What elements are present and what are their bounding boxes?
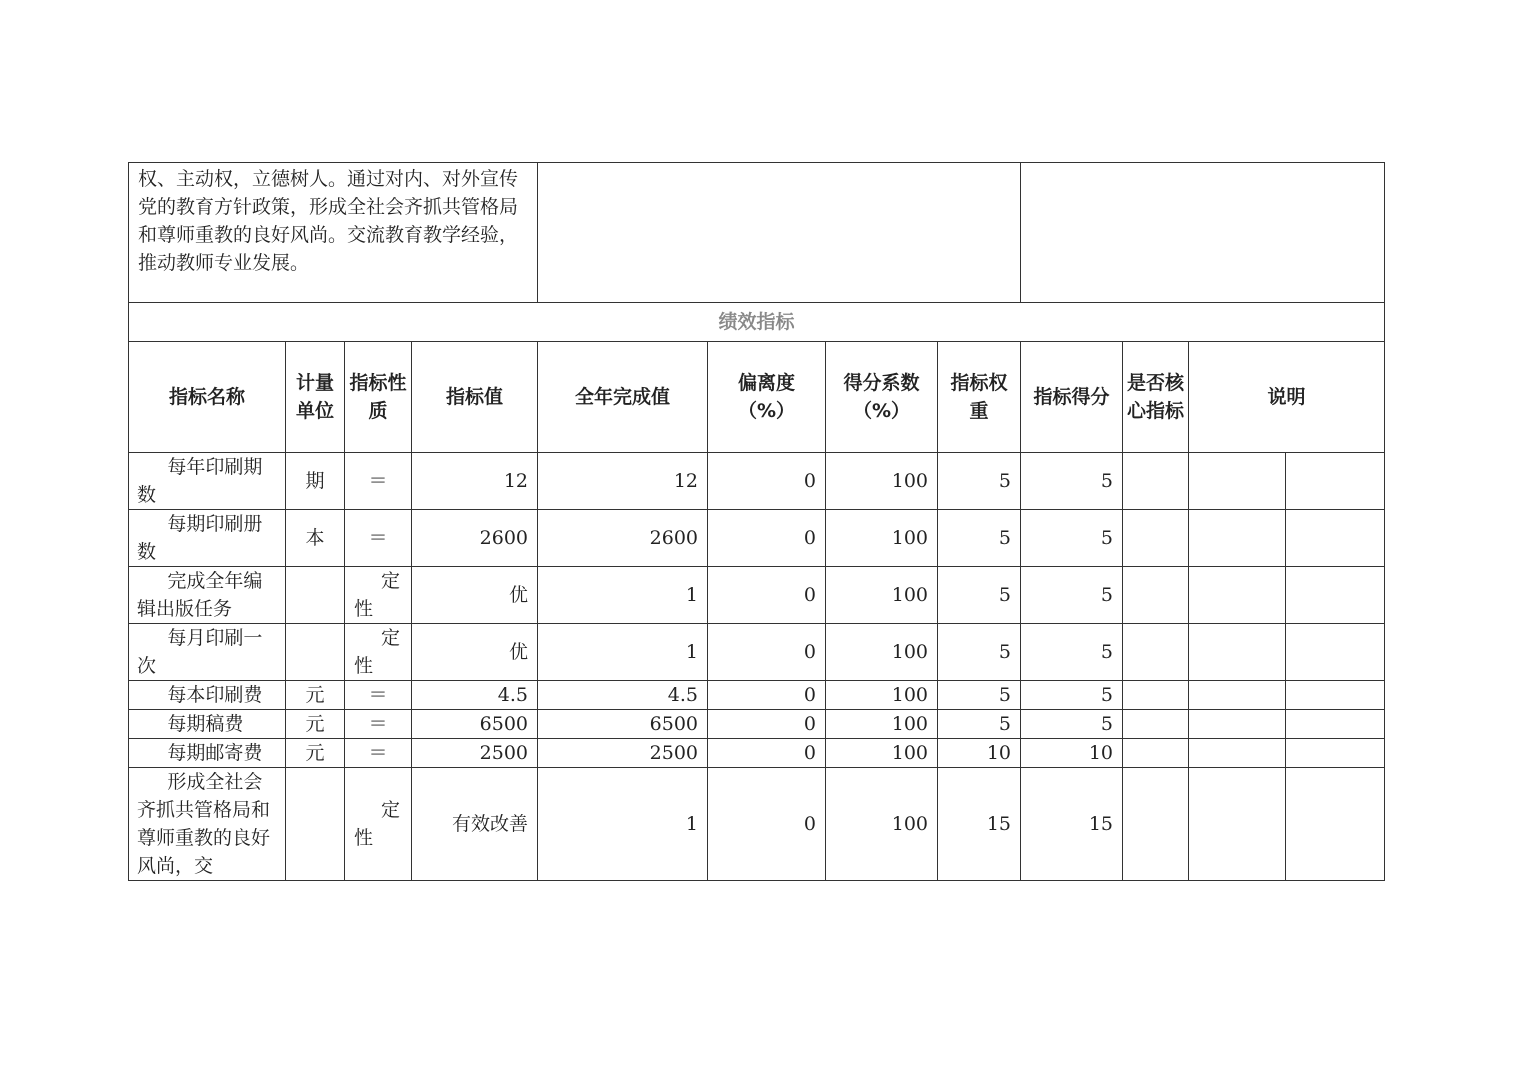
row-score: 10 xyxy=(1021,739,1123,768)
row-completed: 6500 xyxy=(538,710,708,739)
row-nature: ＝ xyxy=(345,681,412,710)
header-score: 指标得分 xyxy=(1021,342,1123,453)
row-deviation: 0 xyxy=(708,681,826,710)
table-row xyxy=(129,710,1385,739)
row-unit: 元 xyxy=(286,710,345,739)
row-nature: 定 性 xyxy=(345,567,412,624)
row-deviation: 0 xyxy=(708,624,826,681)
header-core: 是否核心指标 xyxy=(1123,342,1189,453)
row-note-extra xyxy=(1286,567,1385,624)
header-coef: 得分系数（%） xyxy=(826,342,938,453)
row-note xyxy=(1189,710,1286,739)
row-core xyxy=(1123,567,1189,624)
row-nature: ＝ xyxy=(345,739,412,768)
intro-text-cell: 权、主动权，立德树人。通过对内、对外宣传党的教育方针政策，形成全社会齐抓共管格局和尊师重教的良好风尚。交流教育教学经验，推动教师专业发展。 xyxy=(129,163,538,303)
row-completed: 2600 xyxy=(538,510,708,567)
row-note-extra xyxy=(1286,453,1385,510)
row-core xyxy=(1123,739,1189,768)
header-name: 指标名称 xyxy=(129,342,286,453)
row-note-extra xyxy=(1286,510,1385,567)
row-core xyxy=(1123,768,1189,881)
table-row xyxy=(129,768,1385,881)
row-name: 每本印刷费 xyxy=(129,681,286,710)
row-completed: 2500 xyxy=(538,739,708,768)
nature-text: 定 xyxy=(380,799,400,821)
row-completed: 1 xyxy=(538,768,708,881)
header-completed: 全年完成值 xyxy=(538,342,708,453)
row-name: 形成全社会齐抓共管格局和尊师重教的良好风尚，交 xyxy=(129,768,286,881)
table-row xyxy=(129,739,1385,768)
row-unit: 期 xyxy=(286,453,345,510)
row-deviation: 0 xyxy=(708,567,826,624)
row-core xyxy=(1123,624,1189,681)
row-name: 完成全年编辑出版任务 xyxy=(129,567,286,624)
performance-table xyxy=(128,162,1385,881)
table-row xyxy=(129,567,1385,624)
row-deviation: 0 xyxy=(708,739,826,768)
row-note xyxy=(1189,681,1286,710)
row-name: 每年印刷期数 xyxy=(129,453,286,510)
row-core xyxy=(1123,681,1189,710)
row-value: 4.5 xyxy=(412,681,538,710)
row-unit: 元 xyxy=(286,739,345,768)
row-unit: 本 xyxy=(286,510,345,567)
row-coef: 100 xyxy=(826,624,938,681)
row-note xyxy=(1189,768,1286,881)
row-weight: 5 xyxy=(938,624,1021,681)
header-unit: 计量单位 xyxy=(286,342,345,453)
row-score: 5 xyxy=(1021,710,1123,739)
row-note-extra xyxy=(1286,768,1385,881)
row-unit xyxy=(286,768,345,881)
row-score: 5 xyxy=(1021,453,1123,510)
row-note-extra xyxy=(1286,624,1385,681)
row-note-extra xyxy=(1286,681,1385,710)
row-name: 每期邮寄费 xyxy=(129,739,286,768)
row-name: 每月印刷一次 xyxy=(129,624,286,681)
row-deviation: 0 xyxy=(708,710,826,739)
row-note xyxy=(1189,453,1286,510)
row-coef: 100 xyxy=(826,739,938,768)
row-value: 6500 xyxy=(412,710,538,739)
row-nature: ＝ xyxy=(345,710,412,739)
row-value: 优 xyxy=(412,624,538,681)
row-value: 12 xyxy=(412,453,538,510)
row-score: 5 xyxy=(1021,567,1123,624)
empty-cell xyxy=(538,163,1021,303)
row-unit xyxy=(286,567,345,624)
row-deviation: 0 xyxy=(708,510,826,567)
header-value: 指标值 xyxy=(412,342,538,453)
row-unit xyxy=(286,624,345,681)
row-weight: 15 xyxy=(938,768,1021,881)
row-nature: 定 性 xyxy=(345,768,412,881)
row-note-extra xyxy=(1286,710,1385,739)
table-row xyxy=(129,624,1385,681)
row-score: 15 xyxy=(1021,768,1123,881)
row-core xyxy=(1123,710,1189,739)
row-score: 5 xyxy=(1021,624,1123,681)
table-row xyxy=(129,681,1385,710)
row-note xyxy=(1189,510,1286,567)
row-weight: 10 xyxy=(938,739,1021,768)
table-row xyxy=(129,453,1385,510)
header-nature: 指标性质 xyxy=(345,342,412,453)
row-coef: 100 xyxy=(826,681,938,710)
row-coef: 100 xyxy=(826,567,938,624)
nature-text: 定 xyxy=(380,627,400,649)
row-deviation: 0 xyxy=(708,453,826,510)
row-weight: 5 xyxy=(938,453,1021,510)
row-deviation: 0 xyxy=(708,768,826,881)
row-nature: 定 性 xyxy=(345,624,412,681)
row-weight: 5 xyxy=(938,710,1021,739)
row-name: 每期稿费 xyxy=(129,710,286,739)
header-note: 说明 xyxy=(1189,342,1385,453)
row-weight: 5 xyxy=(938,681,1021,710)
row-value: 2600 xyxy=(412,510,538,567)
row-coef: 100 xyxy=(826,510,938,567)
header-weight: 指标权重 xyxy=(938,342,1021,453)
row-value: 有效改善 xyxy=(412,768,538,881)
row-note xyxy=(1189,624,1286,681)
row-weight: 5 xyxy=(938,567,1021,624)
row-coef: 100 xyxy=(826,768,938,881)
nature-text: 定 xyxy=(380,570,400,592)
row-nature: ＝ xyxy=(345,453,412,510)
row-nature: ＝ xyxy=(345,510,412,567)
row-completed: 12 xyxy=(538,453,708,510)
header-deviation: 偏离度（%） xyxy=(708,342,826,453)
row-weight: 5 xyxy=(938,510,1021,567)
row-score: 5 xyxy=(1021,510,1123,567)
row-value: 优 xyxy=(412,567,538,624)
row-unit: 元 xyxy=(286,681,345,710)
row-note-extra xyxy=(1286,739,1385,768)
row-completed: 4.5 xyxy=(538,681,708,710)
table-row xyxy=(129,510,1385,567)
row-note xyxy=(1189,739,1286,768)
empty-cell xyxy=(1021,163,1385,303)
row-coef: 100 xyxy=(826,453,938,510)
row-core xyxy=(1123,510,1189,567)
row-score: 5 xyxy=(1021,681,1123,710)
section-title: 绩效指标 xyxy=(129,303,1385,342)
row-value: 2500 xyxy=(412,739,538,768)
row-name: 每期印刷册数 xyxy=(129,510,286,567)
row-note xyxy=(1189,567,1286,624)
row-coef: 100 xyxy=(826,710,938,739)
row-core xyxy=(1123,453,1189,510)
row-completed: 1 xyxy=(538,567,708,624)
row-completed: 1 xyxy=(538,624,708,681)
